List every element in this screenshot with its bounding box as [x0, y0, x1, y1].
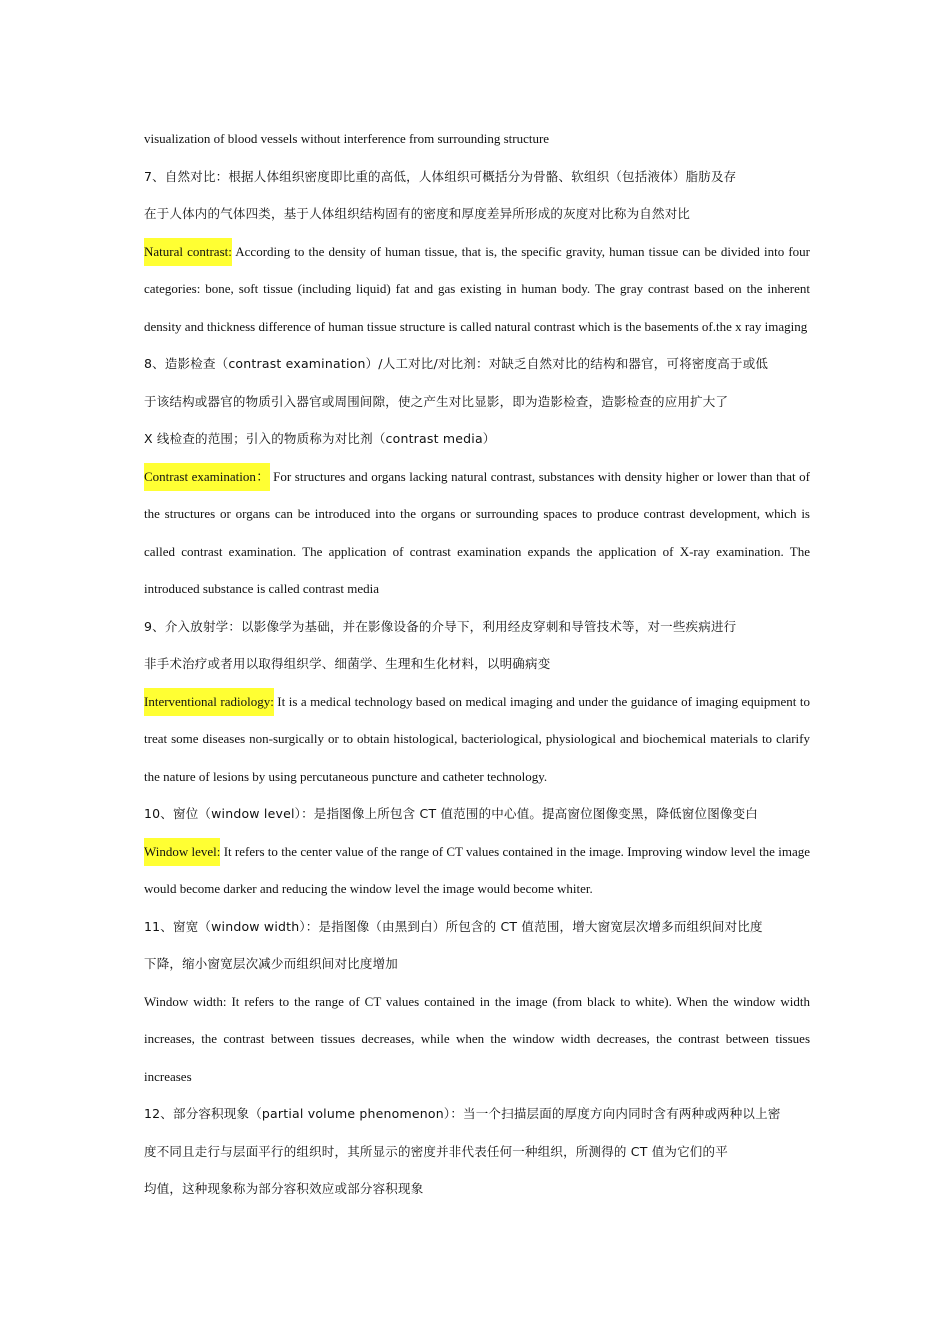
definition-text: According to the density of human tissue, that is, the specific gravity, human tissue can be divided into four categories: bone, soft tissue (including liquid) fat and gas existing in human body. The gray contrast based on the inherent density and thickness difference of human tissue structure is called natural contrast which is the basements of.the x ray imaging — [144, 243, 810, 334]
term-highlight: Natural contrast: — [144, 238, 232, 266]
cn-line: 在于人体内的气体四类，基于人体组织结构固有的密度和厚度差异所形成的灰度对比称为自然对比 — [144, 206, 691, 221]
definition-text: It is a medical technology based on medical imaging and under the guidance of imaging equipment to treat some diseases non-surgically or to obtain histological, bacteriological, physiological and biochemical materials to clarify the nature of lesions by using percutaneous puncture and catheter technology. — [144, 693, 810, 784]
en-definition — [144, 833, 810, 908]
definition-text: It refers to the center value of the range of CT values contained in the image. Improving window level the image would become darker and reducing the window level the image would become whiter. — [144, 843, 810, 896]
cn-line: 8、造影检查（contrast examination）/人工对比/对比剂：对缺乏自然对比的结构和器官，可将密度高于或低 — [144, 356, 769, 371]
cn-line: X 线检查的范围；引入的物质称为对比剂（contrast media） — [144, 431, 496, 446]
entry-interventional-radiology — [144, 608, 810, 796]
cn-line: 非手术治疗或者用以取得组织学、细菌学、生理和生化材料，以明确病变 — [144, 656, 551, 671]
en-definition: Window width: It refers to the range of CT values contained in the image (from black to white). When the window width increases, the contrast between tissues decreases, while when the window width decreases, the contrast between tissues increases — [144, 993, 810, 1084]
intro-line: visualization of blood vessels without interference from surrounding structure — [144, 131, 550, 146]
entry-natural-contrast — [144, 158, 810, 346]
cn-line: 度不同且走行与层面平行的组织时，其所显示的密度并非代表任何一种组织，所测得的 CT 值为它们的平 — [144, 1143, 728, 1159]
document-page — [144, 120, 810, 1208]
en-definition — [144, 683, 810, 796]
entry-partial-volume — [144, 1095, 810, 1208]
term-highlight: Interventional radiology: — [144, 688, 274, 716]
entry-window-level — [144, 795, 810, 908]
en-definition — [144, 458, 810, 608]
cn-line: 于该结构或器官的物质引入器官或周围间隙，使之产生对比显影，即为造影检查，造影检查的应用扩大了 — [144, 393, 729, 409]
cn-line: 7、自然对比：根据人体组织密度即比重的高低，人体组织可概括分为骨骼、软组织（包括液体）脂肪及存 — [144, 168, 737, 184]
en-definition — [144, 233, 810, 346]
cn-line: 12、部分容积现象（partial volume phenomenon）：当一个扫描层面的厚度方向内同时含有两种或两种以上密 — [144, 1106, 781, 1121]
cn-line: 均值，这种现象称为部分容积效应或部分容积现象 — [144, 1181, 424, 1196]
cn-line: 11、窗宽（window width）：是指图像（由黑到白）所包含的 CT 值范围，增大窗宽层次增多而组织间对比度 — [144, 918, 763, 934]
cn-line: 下降，缩小窗宽层次减少而组织间对比度增加 — [144, 956, 399, 971]
entry-contrast-examination — [144, 345, 810, 608]
entry-window-width — [144, 908, 810, 1096]
definition-text: For structures and organs lacking natural contrast, substances with density higher or lower than that of the structures or organs can be introduced into the organs or surrounding spaces to produce contrast development, which is called contrast examination. The application of contrast examination expands the application of X-ray examination. The introduced substance is called contrast media — [144, 468, 810, 596]
term-highlight: Window level: — [144, 838, 220, 866]
cn-line: 9、介入放射学：以影像学为基础，并在影像设备的介导下，利用经皮穿刺和导管技术等，对一些疾病进行 — [144, 618, 737, 634]
term-highlight: Contrast examination： — [144, 463, 270, 491]
cn-line: 10、窗位（window level）：是指图像上所包含 CT 值范围的中心值。提高窗位图像变黑，降低窗位图像变白 — [144, 806, 758, 821]
